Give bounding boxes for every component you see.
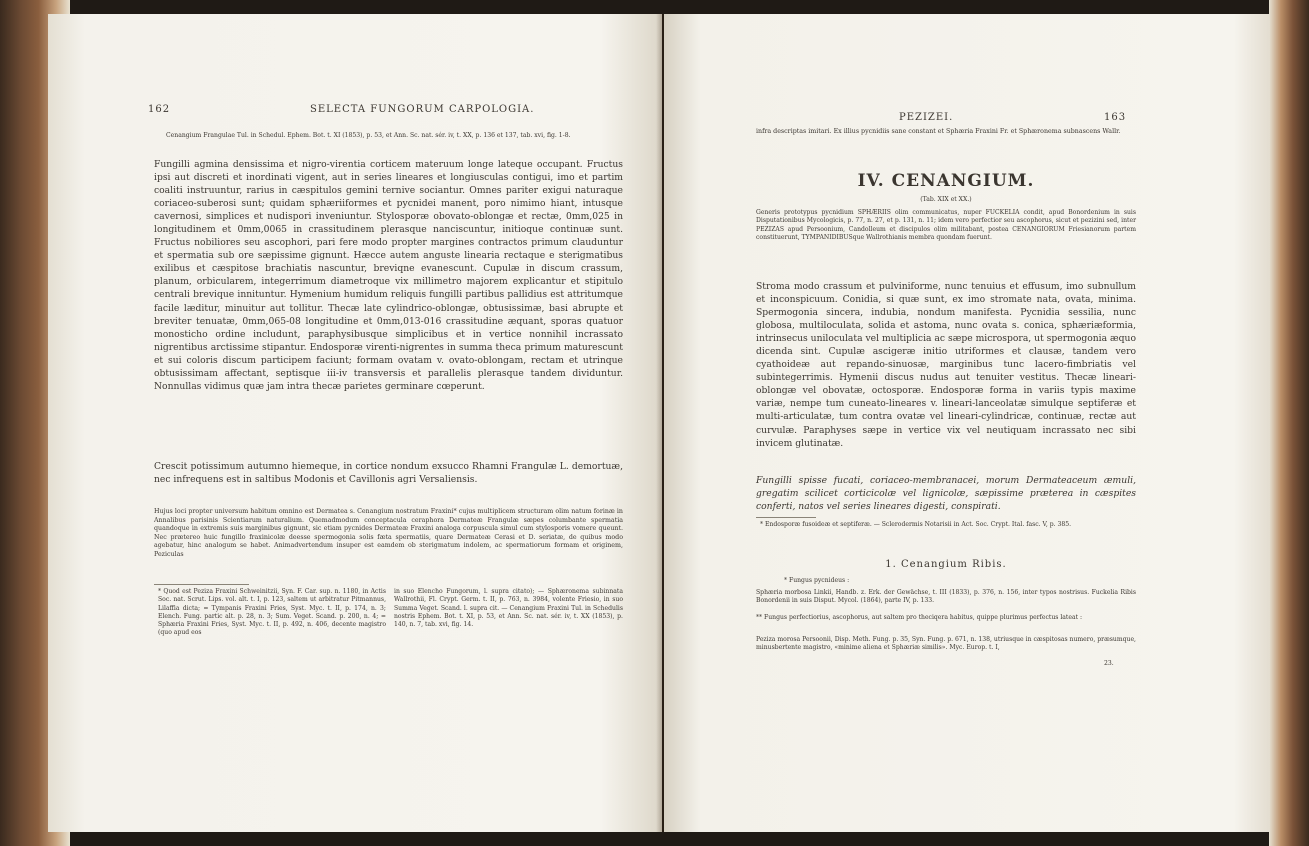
paragraph: Fungilli spisse fucati, coriaceo-membranacei, morum Dermateaceum æmuli, gregatim scilicet corticicolæ vel lignicolæ, sæpissime præterea in cæspites conferti, natos vel series lineares digesti, conspirati. [756, 475, 1136, 513]
synonym: Cenangium Frangulae Tul. in Schedul. Ephem. Bot. t. XI (1853), p. 53, et Ann. Sc. nat. sér. iv, t. XX, p. 136 et 137, tab. xvi, fig. 1-8. [166, 132, 571, 139]
page-number: 163 [1104, 112, 1127, 123]
book-edge-right [1269, 0, 1309, 846]
footnote-rule [154, 584, 249, 585]
footnote: in suo Elencho Fungorum, l. supra citato); — Sphæronema subinnata Wallrothii, Fl. Crypt. Germ. t. II, p. 763, n. 3984, volente Friesio, in suo Summa Veget. Scand. l. supra cit. — Cenangium Fraxini Tul. in Schedulis nostris Ephem. Bot. t. XI, p. 53, et Ann. Sc. nat. sér. iv, t. XX (1853), p. 140, n. 7, tab. xvi, fig. 14. [394, 588, 623, 629]
right-page [664, 14, 1270, 832]
footnote: * Endosporæ fusoideæ et septiferæ. — Sclerodermis Notarisii in Act. Soc. Crypt. Ital. fasc. V, p. 385. [760, 521, 1072, 528]
footnote-rule [756, 517, 816, 518]
citation: Sphæria morbosa Linkii, Handb. z. Erk. der Gewächse, t. III (1833), p. 376, n. 156, inter typos nostrisus. Fuckelia Ribis Bonordenii in suis Disput. Mycol. (1864), parte IV, p. 133. [756, 589, 1136, 605]
signature-mark: 23. [1104, 660, 1114, 667]
page-number: 162 [148, 104, 171, 115]
running-head: PEZIZEI. [899, 112, 954, 123]
paragraph: Stroma modo crassum et pulviniforme, nunc tenuius et effusum, imo subnullum et inconspicuum. Conidia, si quæ sunt, ex imo stromate nata, ovata, minima. Spermogonia sincera, indubia, nondum manifesta. Pycnidia sessilia, nunc globosa, multiloculata, solida et astoma, nunc ovata s. conica, sphæriæformia, intrinsecus uniloculata vel multiplicia ac sæpe microspora, ut spermogonia æquo dicenda sint. Cupulæ ascigeræ initio utriformes et clausæ, tandem vero cyathoideæ aut repando-sinuosæ, marginibus tunc lacero-fimbriatis vel subintegerrimis. Hymenii discus nudus aut tenuiter vestitus. Thecæ lineari-oblongæ vel obovatæ, octosporæ. Endosporæ forma in variis typis maxime variæ, nempe tum cuneato-lineares v. lineari-lanceolatæ simulque septiferæ et multi-articulatæ, tum contra ovatæ vel lineari-cylindricæ, continuæ, rectæ aut curvulæ. Paraphyses sæpe in vertice vix vel neutiquam incrassato nec sibi invicem glutinatæ. [756, 281, 1136, 449]
paragraph: infra descriptas imitari. Ex illius pycnidiis sane constant et Sphæria Fraxini Fr. et Sphæronema subnascens Wallr. [756, 128, 1121, 135]
species-title: 1. Cenangium Ribis. [885, 559, 1007, 570]
subheading: ** Fungus perfectiorius, ascophorus, aut saltem pro theciqera habitus, quippe plurimus perfectus lateat : [756, 614, 1083, 621]
paragraph: Fungilli agmina densissima et nigro-virentia corticem materuum longe lateque occupant. Fructus ipsi aut discreti et inordinati vigent, aut in series lineares et longiusculas contigui, imo et partim coaliti instruuntur, rarius in cæspitulos gemini ternive sociantur. Omnes pariter exigui naturaque coriaceo-suberosi sunt; quidam sphæriiformes et pycnidei manent, poro nimimo hiant, intusque cavernosi, simplices et nudispori inveniuntur. Stylosporæ obovato-oblongæ et rectæ, 0mm,025 in longitudinem et 0mm,0065 in crassitudinem plerasque nanciscuntur, initioque continuæ sunt. Fructus nobiliores seu ascophori, pari fere modo propter margines contractos primum clauduntur et spermatia sub ore sæpissime gignunt. Hæcce autem anguste linearia rectaque e sterigmatibus exilibus et cæspitose brachiatis nascuntur, breviqne evanescunt. Cupulæ in discum crassum, planum, orbicularem, integerrimum diametroque vix millimetro majorem explicantur et stipitulo centrali brevique innituntur. Hymenium humidum reliquis fungilli partibus pallidius est attritumque facile læditur, minuitur aut tollitur. Thecæ late cylindrico-oblongæ, obtusissimæ, basi abrupte et breviter tenuatæ, 0mm,065-08 longitudine et 0mm,013-016 crassitudine æquant, sporas quatuor monosticho ordine includunt, paraphysibusque simplicibus et in vertice nonnihil incrassato nigrentibus arctissime stipantur. Endosporæ virenti-nigrentes in summa theca primum maturescunt et sui coloris discum participem faciunt; formam ovatam v. ovato-oblongam, rectam et utrinque obtusissimam affectant, septisque iii-iv transversis et parallelis plerasque tandem dividuntur. Nonnullas vidimus quæ jam intra thecæ parietes germinare cœperunt. [154, 159, 623, 392]
section-title: IV. CENANGIUM. [857, 171, 1035, 191]
plate-reference: (Tab. XIX et XX.) [920, 196, 972, 203]
citation: Peziza morosa Persoonii, Disp. Meth. Fung. p. 35, Syn. Fung. p. 671, n. 138, utriusque in cæspitosas numero, præsumque, minusbertente magistro, «minime aliena et Sphæriæ similis». Myc. Europ. t. I, [756, 636, 1136, 652]
paragraph: Crescit potissimum autumno hiemeque, in cortice nondum exsucco Rhamni Frangulæ L. demortuæ, nec infrequens est in saltibus Modonis et Cavillonis agri Versaliensis. [154, 461, 623, 486]
subheading: * Fungus pycnideus : [784, 577, 850, 584]
intro: Generis prototypus pycnidium SPHÆRIIS olim communicatus, nuper FUCKELIA condit, apud Bonordenium in suis Disputationibus Mycologicis, p. 77, n. 27, et p. 131, n. 11; idem vero perfectior seu ascophorus, sicut et pezizini sed, inter PEZIZAS apud Persoonium, Candolleum et discipulos olim militabant, postea CENANGIORUM Friesianorum partem constituerunt, TYMPANIDIBUSque Wallrothianis membra quondam fuerunt. [756, 209, 1136, 241]
paragraph: Hujus loci propter universum habitum omnino est Dermatea s. Cenangium nostratum Fraxini* cujus multiplicem structuram olim natum forinæ in Annalibus parisinis Scientiarum naturalium. Quemadmodum conceptacula ceraphora Dermateæ Frangulæ sæpes columbante spermatia quandoque in extremis suis marginibus gignunt, sic etiam pycnides Dermateæ Fraxini analoga corpuscula simul cum stylosporis vomere queunt. Nec prætereo huic fungillo fraxinicolæ deesse spermogonia solis fæta spermatiis, quare Dermateæ Cerasi et D. seriatæ, de quibus modo agebatur, hinc analogum se habet. Animadvertendum insuper est eamdem ob sterigmatum indolem, ac spermatiorum formam et originem, Peziculas [154, 508, 623, 558]
footnote: * Quod est Peziza Fraxini Schweinitzii, Syn. F. Car. sup. n. 1180, in Actis Soc. nat. Scrut. Lips. vol. alt. t. I, p. 123, saltem ut arbitratur Pitmannus, Lilaffia dicta; = Tympanis Fraxini Fries, Syst. Myc. t. II, p. 174, n. 3; Elench. Fung. partic alt. p. 28, n. 3; Sum. Veget. Scand. p. 200, n. 4; = Sphæria Fraxini Fries, Syst. Myc. t. II, p. 492, n. 406, decente magistro (quo apud eos [158, 588, 386, 637]
left-page [48, 14, 662, 832]
running-head: SELECTA FUNGORUM CARPOLOGIA. [310, 104, 535, 115]
